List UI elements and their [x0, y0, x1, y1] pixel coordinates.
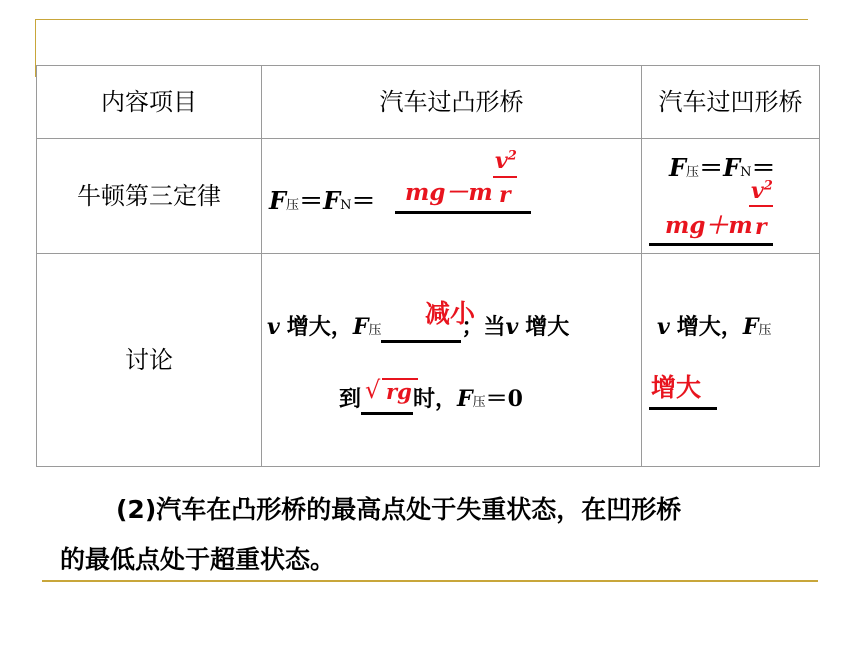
- header-convex-bridge: 汽车过凸形桥: [379, 87, 524, 116]
- convex-discussion-line1: v 增大，F压 ；当v 增大: [267, 310, 569, 343]
- concave-answer-denominator: r: [755, 214, 767, 240]
- concave-discussion-line1: v 增大，F压: [657, 314, 772, 340]
- sqrt-radical-icon: √: [365, 376, 381, 404]
- bottom-rule: [42, 580, 818, 582]
- convex-answer-expression: mg－m: [405, 179, 493, 206]
- concave-force-equation: F压＝FN＝: [669, 153, 776, 182]
- answer-blank-line: [395, 211, 531, 214]
- convex-answer-speed: rg: [386, 379, 412, 404]
- fraction-bar: [493, 176, 517, 178]
- comparison-table: [36, 65, 820, 467]
- convex-force-equation: F压＝FN＝: [269, 186, 376, 215]
- row-label-discussion: 讨论: [125, 345, 173, 374]
- convex-answer-denominator: r: [499, 182, 511, 208]
- convex-answer-decrease: 减小: [425, 299, 476, 328]
- concave-answer-numerator: $v^2$: [751, 178, 773, 204]
- summary-line2: 的最低点处于超重状态。: [60, 545, 336, 574]
- answer-blank-line: [649, 407, 717, 410]
- summary-line1: (2)汽车在凸形桥的最高点处于失重状态，在凹形桥: [116, 495, 682, 524]
- convex-discussion-line2: 到 时，F压＝0: [339, 382, 523, 415]
- convex-answer-numerator: $v^2$: [495, 148, 517, 174]
- concave-answer-expression: mg＋m: [665, 212, 753, 239]
- header-concave-bridge: 汽车过凹形桥: [658, 88, 803, 116]
- row-label-newton-third-law: 牛顿第三定律: [77, 181, 221, 210]
- top-rule: [35, 19, 808, 20]
- concave-answer-increase: 增大: [651, 373, 702, 402]
- answer-blank-line: [649, 243, 773, 246]
- header-content-item: 内容项目: [101, 87, 197, 116]
